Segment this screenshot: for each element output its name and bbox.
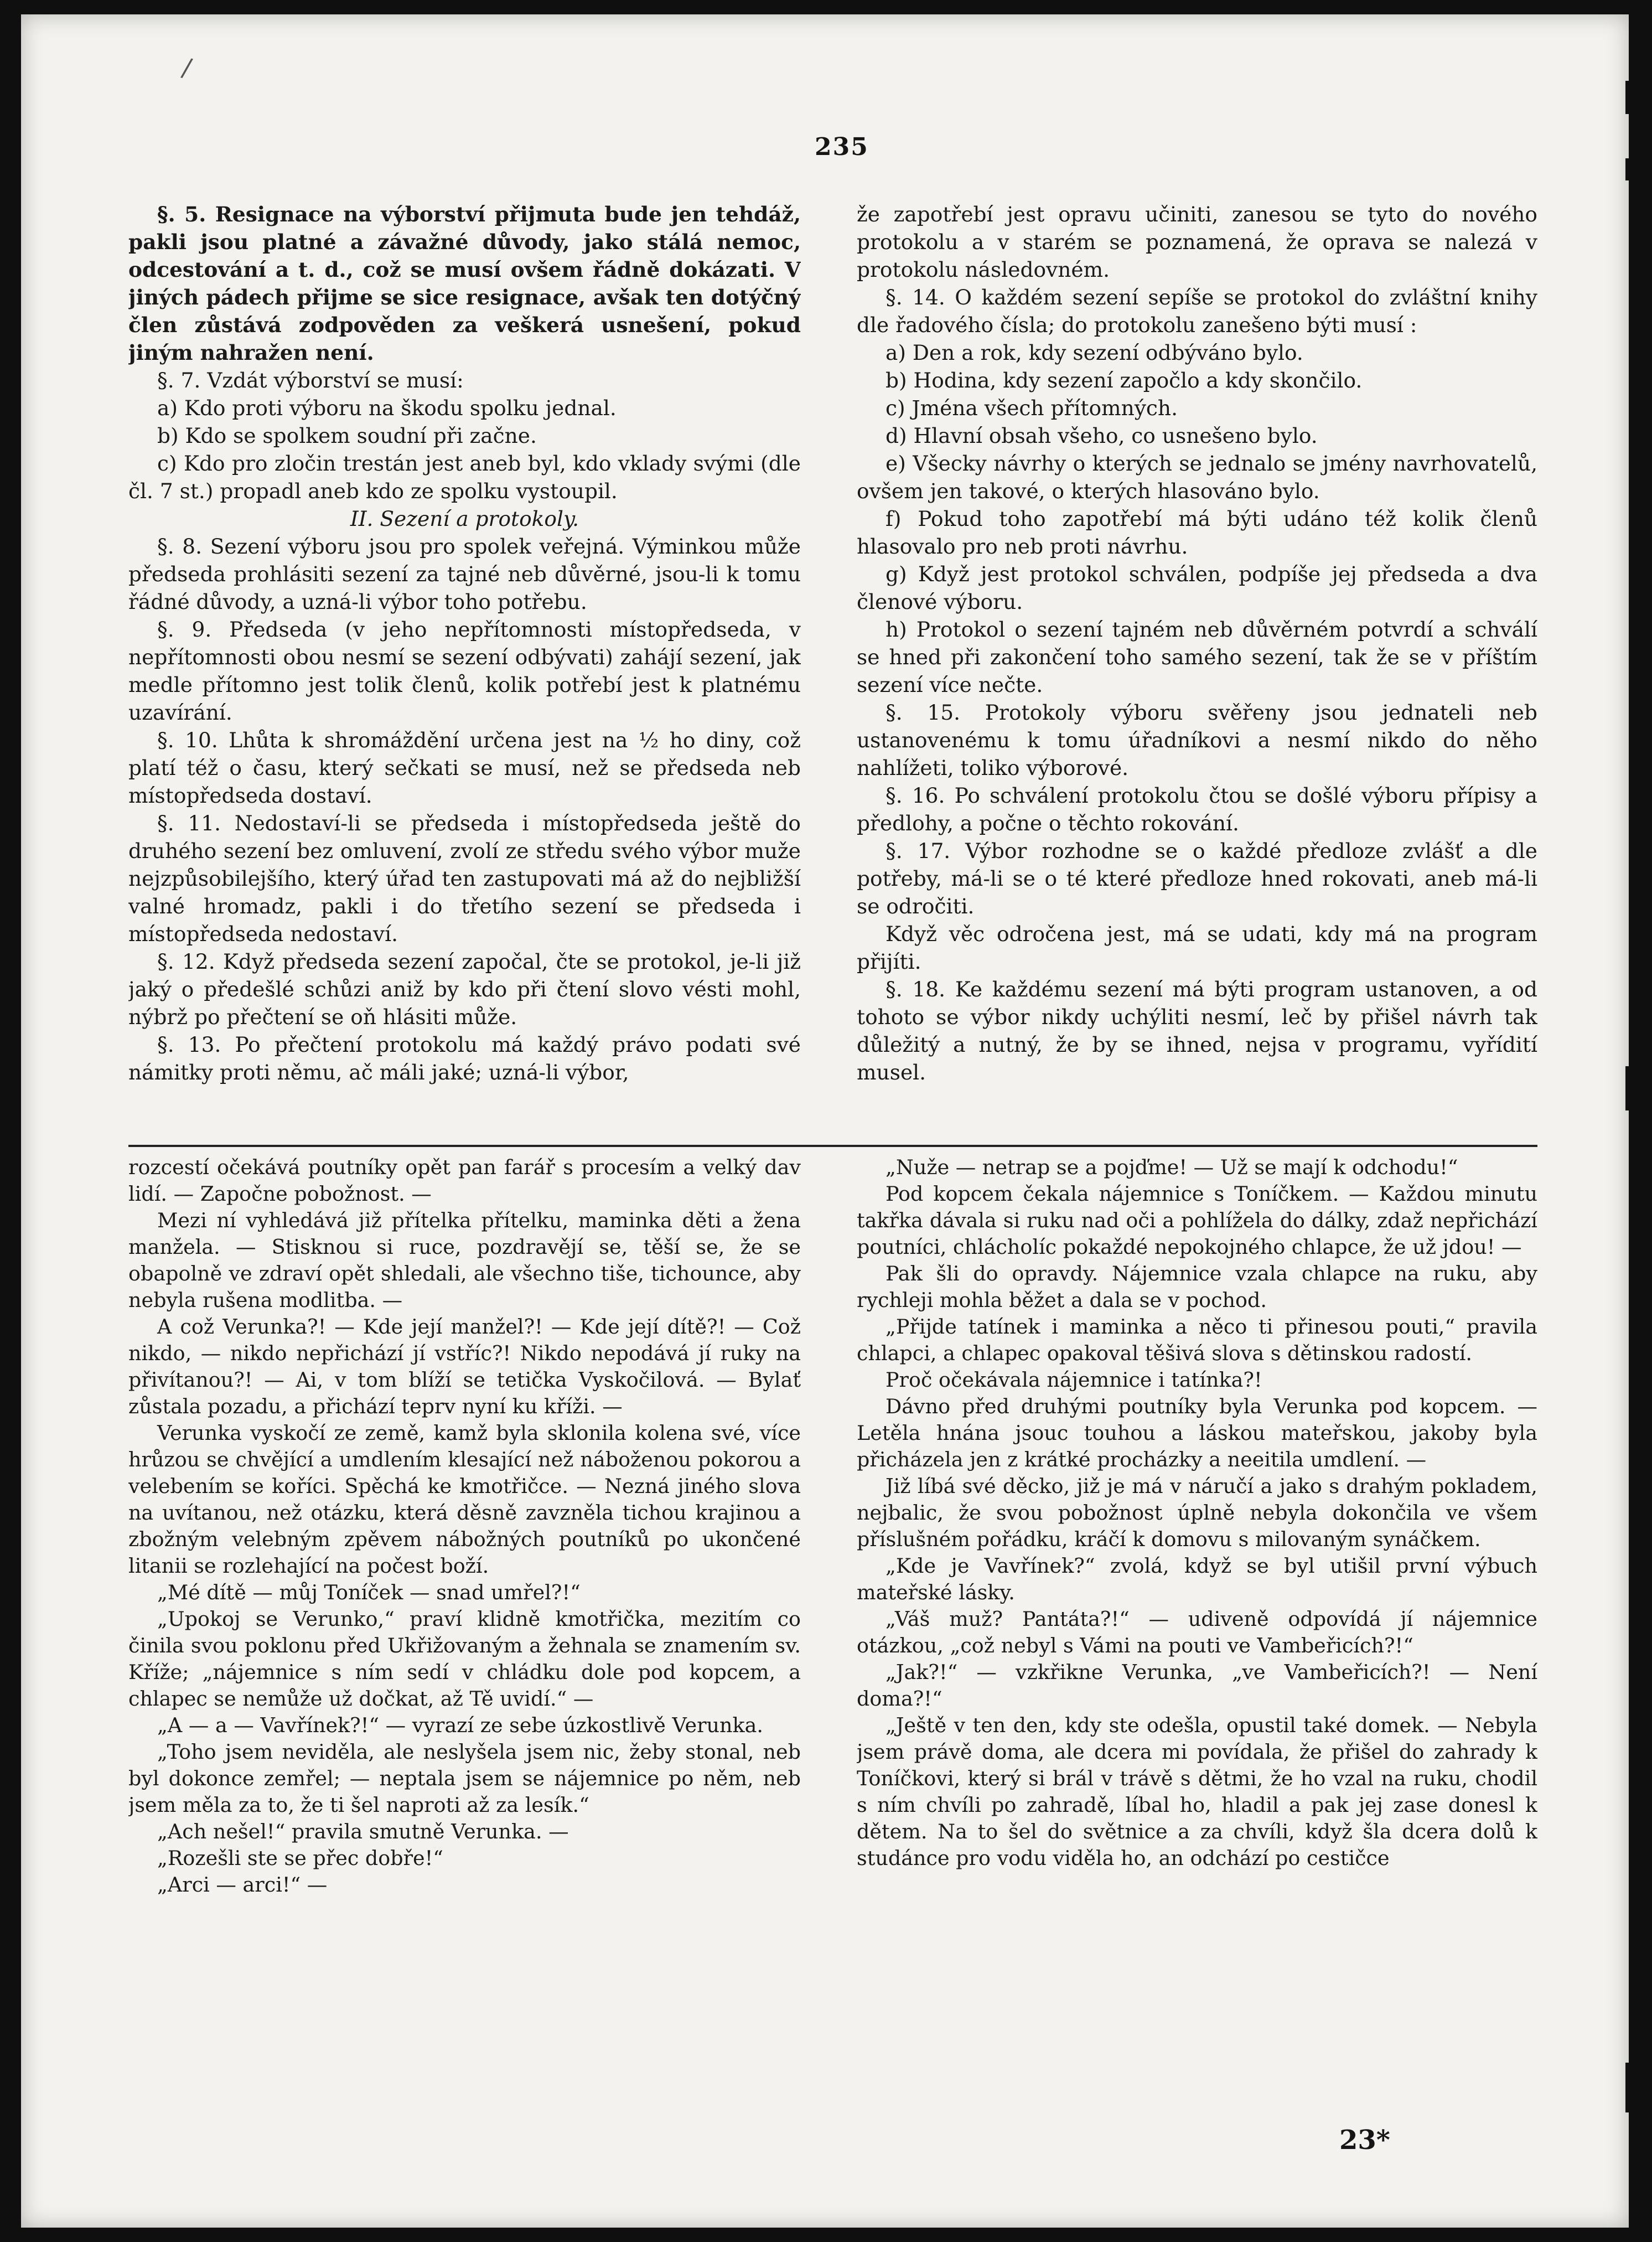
paragraph: Pak šli do opravdy. Nájemnice vzala chlapce na ruku, aby rychleji mohla běžet a dala se v pochod. xyxy=(857,1262,1537,1312)
paragraph: §. 10. Lhůta k shromáždění určena jest na ½ ho diny, což platí též o času, který sečkati se musí, než se předseda neb místopředseda dostaví. xyxy=(128,728,801,808)
paragraph: Verunka vyskočí ze země, kamž byla sklonila kolena své, více hrůzou se chvějící a umdlením klesající než náboženou pokorou a velebením se koříci. Spěchá ke kmotřičce. — Nezná jiného slova na uvítanou, než otázku, která děsně zavzněla tichou krajinou a zbožným velebným zpěvem nábožných poutníků po ukončené litanii se rozlehající na počest boží. xyxy=(128,1421,801,1578)
section-divider xyxy=(128,1145,1537,1147)
paragraph: §. 5. Resignace na výborství přijmuta bude jen tehdáž, pakli jsou platné a závažné důvody, jako stálá nemoc, odcestování a t. d., což se musí ovšem řádně dokázati. V jiných pádech přijme se sice resignace, avšak ten dotýčný člen zůstává zodpověden za veškerá usnešení, pokud jiným nahražen není. xyxy=(128,202,801,365)
paragraph: „Ještě v ten den, kdy ste odešla, opustil také domek. — Nebyla jsem právě doma, ale dcera mi povídala, že přišel do zahrady k Toníčkovi, který si brál v trávě s dětmi, že ho vzal na ruku, chodil s ním chvíli po zahradě, líbal ho, hladil a pak jej zase donesl k dětem. Na to šel do světnice a za chvíli, když šla dcera dolů k studánce pro vodu viděla ho, an odchází po cestičce xyxy=(857,1713,1537,1870)
paragraph: „A — a — Vavřínek?!“ — vyrazí ze sebe úzkostlivě Verunka. xyxy=(157,1713,764,1737)
paragraph: §. 11. Nedostaví-li se předseda i místopředseda ještě do druhého sezení bez omluvení, zvolí ze středu svého výbor muže nejzpůsobilejšího, který úřad ten zastupovati má až do nejbližší valné hromadz, pakli i do třetího sezení se předseda i místopředseda nedostaví. xyxy=(128,811,801,946)
paragraph: d) Hlavní obsah všeho, co usnešeno bylo. xyxy=(885,423,1318,448)
paragraph: §. 16. Po schválení protokolu čtou se došlé výboru přípisy a předlohy, a počne o těchto rokování. xyxy=(857,783,1537,835)
paragraph: „Upokoj se Verunko,“ praví klidně kmotřička, mezitím co činila svou poklonu před Ukřižovaným a žehnala se znamením sv. Kříže; „nájemnice s ním sedí v chládku dole pod kopcem, a chlapec se nemůže už dočkat, až Tě uvidí.“ — xyxy=(128,1607,801,1711)
paragraph: §. 17. Výbor rozhodne se o každé předloze zvlášť a dle potřeby, má-li se o té které předloze hned rokovati, aneb má-li se odročiti. xyxy=(857,839,1537,918)
statutes-column-left xyxy=(128,200,801,1141)
paragraph: „Arci — arci!“ — xyxy=(157,1873,328,1897)
paragraph: b) Hodina, kdy sezení započlo a kdy skončilo. xyxy=(885,368,1363,392)
paragraph: c) Kdo pro zločin trestán jest aneb byl, kdo vklady svými (dle čl. 7 st.) propadl aneb kdo ze spolku vystoupil. xyxy=(128,451,801,503)
paragraph: Dávno před druhými poutníky byla Verunka pod kopcem. — Letěla hnána jsouc touhou a láskou mateřskou, jakoby byla přicházela jen z krátké procházky a neeitila umdlení. — xyxy=(857,1394,1537,1471)
paragraph: §. 9. Předseda (v jeho nepřítomnosti místopředseda, v nepřítomnosti obou nesmí se sezení odbývati) zahájí sezení, jak medle přítomno jest tolik členů, kolik potřebí jest k platnému uzavírání. xyxy=(128,617,801,725)
edge-mark xyxy=(1625,158,1629,180)
paragraph: a) Kdo proti výboru na škodu spolku jednal. xyxy=(157,396,617,420)
paragraph: §. 15. Protokoly výboru svěřeny jsou jednateli neb ustanovenému k tomu úřadníkovi a nesmí nikdo do něho nahlížeti, toliko výborové. xyxy=(857,700,1537,780)
paragraph: rozcestí očekává poutníky opět pan farář s procesím a velký dav lidí. — Započne pobožnost. — xyxy=(128,1155,801,1206)
paragraph: e) Všecky návrhy o kterých se jednalo se jmény navrhovatelů, ovšem jen takové, o kterých hlasováno bylo. xyxy=(857,451,1537,503)
paragraph: A což Verunka?! — Kde její manžel?! — Kde její dítě?! — Což nikdo, — nikdo nepřichází jí vstříc?! Nikdo nepodává jí ruky na přivítanou?! — Ai, v tom blíží se tetička Vyskočilová. — Bylať zůstala pozadu, a přichází teprv nyní ku kříži. — xyxy=(128,1315,801,1418)
paragraph: „Rozešli ste se přec dobře!“ xyxy=(157,1846,443,1870)
paragraph: že zapotřebí jest opravu učiniti, zanesou se tyto do nového protokolu a v starém se poznamená, že oprava se nalezá v protokolu následovném. xyxy=(857,202,1537,282)
statutes-column-right xyxy=(857,200,1537,1141)
paragraph: §. 14. O každém sezení sepíše se protokol do zvláštní knihy dle řadového čísla; do protokolu zanešeno býti musí : xyxy=(857,285,1537,337)
paragraph: b) Kdo se spolkem soudní při začne. xyxy=(157,423,537,448)
paragraph: Proč očekávala nájemnice i tatínka?! xyxy=(885,1368,1262,1392)
paragraph: Když věc odročena jest, má se udati, kdy má na program přijíti. xyxy=(857,922,1537,974)
paragraph: §. 12. Když předseda sezení započal, čte se protokol, je-li již jaký o předešlé schůzi aniž by kdo při čtení slovo vésti mohl, nýbrž po přečtení se oň hlásiti může. xyxy=(128,949,801,1029)
edge-mark xyxy=(1625,1066,1629,1110)
paragraph: „Mé dítě — můj Toníček — snad umřel?!“ xyxy=(157,1580,581,1604)
paragraph: §. 13. Po přečtení protokolu má každý právo podati své námitky proti němu, ač máli jaké; uzná-li výbor, xyxy=(128,1032,801,1084)
paragraph: §. 7. Vzdát výborství se musí: xyxy=(157,368,464,392)
paragraph: Již líbá své děcko, již je má v náručí a jako s drahým pokladem, nejbalic, že svou pobožnost úplně nebyla dokončila ve všem příslušném pořádku, kráčí k domovu s milovaným synáčkem. xyxy=(857,1474,1537,1551)
paragraph: „Váš muž? Pantáta?!“ — udiveně odpovídá jí nájemnice otázkou, „což nebyl s Vámi na pouti ve Vambeřicích?!“ xyxy=(857,1607,1537,1657)
paragraph: §. 18. Ke každému sezení má býti program ustanoven, a od tohoto se výbor nikdy uchýliti nesmí, leč by přišel návrh tak důležitý a nutný, že by se ihned, nejsa v programu, vyřídití musel. xyxy=(857,977,1537,1084)
signature-mark: 23* xyxy=(1339,2125,1390,2156)
story-column-left xyxy=(128,1154,801,2129)
stray-pencil-mark: / xyxy=(179,51,194,84)
paragraph: „Jak?!“ — vzkřikne Verunka, „ve Vambeřicích?! — Není doma?!“ xyxy=(857,1660,1537,1711)
paragraph: Pod kopcem čekala nájemnice s Toníčkem. — Každou minutu takřka dávala si ruku nad oči a pohlížela do dálky, zdaž nepřichází poutníci, chlácholíc pokaždé nepokojného chlapce, že už jdou! — xyxy=(857,1182,1537,1259)
paragraph: f) Pokud toho zapotřebí má býti udáno též kolik členů hlasovalo pro neb proti návrhu. xyxy=(857,507,1537,559)
paragraph: „Toho jsem neviděla, ale neslyšela jsem nic, žeby stonal, neb byl dokonce zemřel; — neptala jsem se nájemnice po něm, neb jsem měla za to, že ti šel naproti až za lesík.“ xyxy=(128,1740,801,1817)
story-column-right xyxy=(857,1154,1537,2129)
paragraph: Mezi ní vyhledává již přítelka přítelku, maminka děti a žena manžela. — Stisknou si ruce, pozdravějí se, těší se, že se obapolně ve zdraví opět shledali, ale všechno tiše, tichounce, aby nebyla rušena modlitba. — xyxy=(128,1208,801,1312)
paragraph: h) Protokol o sezení tajném neb důvěrném potvrdí a schválí se hned při zakončení toho samého sezení, tak že se v příštím sezení více nečte. xyxy=(857,617,1537,697)
paragraph: g) Když jest protokol schválen, podpíše jej předseda a dva členové výboru. xyxy=(857,562,1537,614)
paragraph: a) Den a rok, kdy sezení odbýváno bylo. xyxy=(885,340,1303,365)
paragraph: „Nuže — netrap se a pojďme! — Už se mají k odchodu!“ xyxy=(885,1155,1458,1179)
paragraph: II. Sezení a protokoly. xyxy=(350,507,579,531)
edge-mark xyxy=(1625,81,1629,114)
page-number: 235 xyxy=(815,133,869,161)
paragraph: „Kde je Vavřínek?“ zvolá, když se byl utišil první výbuch mateřské lásky. xyxy=(857,1554,1537,1604)
paragraph: §. 8. Sezení výboru jsou pro spolek veřejná. Výminkou může předseda prohlásiti sezení za tajné neb důvěrné, jsou-li k tomu řádné důvody, a uzná-li výbor toho potřebu. xyxy=(128,534,801,614)
edge-mark xyxy=(1625,2063,1629,2112)
paragraph: „Přijde tatínek i maminka a něco ti přinesou pouti,“ pravila chlapci, a chlapec opakoval těšivá slova s dětinskou radostí. xyxy=(857,1315,1537,1365)
paragraph: „Ach nešel!“ pravila smutně Verunka. — xyxy=(157,1820,569,1843)
paragraph: c) Jména všech přítomných. xyxy=(885,396,1178,420)
